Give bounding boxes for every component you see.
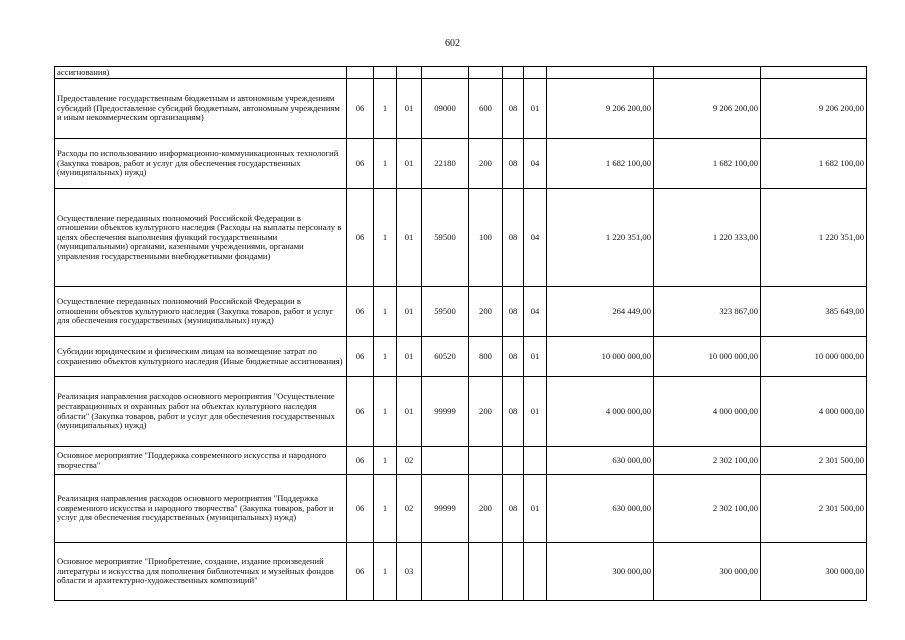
row-code: 09000 [422,79,469,139]
row-code [397,67,422,79]
row-amount: 1 220 351,00 [761,189,867,287]
row-code: 800 [469,337,503,377]
row-code: 1 [374,543,397,601]
row-code [524,543,547,601]
row-amount: 1 220 351,00 [547,189,654,287]
row-amount: 1 220 333,00 [654,189,761,287]
row-name: Основное мероприятие "Поддержка современного искусства и народного творчества" [55,447,347,475]
row-amount: 300 000,00 [654,543,761,601]
row-code: 04 [524,189,547,287]
row-code: 08 [503,475,524,543]
row-amount: 2 302 100,00 [654,447,761,475]
row-code: 06 [347,337,374,377]
row-amount: 9 206 200,00 [761,79,867,139]
row-code: 06 [347,475,374,543]
row-code: 08 [503,337,524,377]
table-row [55,447,867,475]
row-code: 02 [397,475,422,543]
row-amount: 2 301 500,00 [761,475,867,543]
row-amount: 1 682 100,00 [654,139,761,189]
table-row [55,337,867,377]
row-amount [654,67,761,79]
row-name: Реализация направления расходов основного мероприятия "Осуществление реставрационных и охранных работ на объектах культурного наследия области" (Закупка товаров, работ и услуг для обеспечения государственных (муниципальных) нужд) [55,377,347,447]
row-code: 08 [503,139,524,189]
row-amount: 2 301 500,00 [761,447,867,475]
row-code: 08 [503,189,524,287]
row-name: Предоставление государственным бюджетным и автономным учреждениям субсидий (Предоставление субсидий бюджетным, автономным учреждениям и иным некоммерческим организациям) [55,79,347,139]
row-code: 06 [347,447,374,475]
row-amount: 4 000 000,00 [654,377,761,447]
row-code: 01 [397,79,422,139]
row-amount: 385 649,00 [761,287,867,337]
row-code: 60520 [422,337,469,377]
budget-table [54,66,867,601]
row-code: 01 [397,377,422,447]
row-amount [761,67,867,79]
row-name: Осуществление переданных полномочий Российской Федерации в отношении объектов культурного наследия (Расходы на выплаты персоналу в целях обеспечения выполнения функций государственными (муниципальными) органами, казенными учреждениями, органами управления государственными внебюджетными фондами) [55,189,347,287]
row-code: 1 [374,377,397,447]
row-code: 1 [374,475,397,543]
row-code: 06 [347,287,374,337]
row-amount: 2 302 100,00 [654,475,761,543]
row-code: 1 [374,287,397,337]
row-code: 06 [347,189,374,287]
row-code [422,447,469,475]
page-number: 602 [445,38,460,49]
row-code: 04 [524,139,547,189]
row-amount: 10 000 000,00 [547,337,654,377]
row-name: Основное мероприятие "Приобретение, создание, издание произведений литературы и искусства для пополнения библиотечных и музейных фондов области и архитектурно-художественных композиций" [55,543,347,601]
table-row [55,67,867,79]
row-code: 200 [469,377,503,447]
row-code: 200 [469,475,503,543]
row-code [469,67,503,79]
row-code [422,67,469,79]
row-code: 01 [397,139,422,189]
row-code: 08 [503,377,524,447]
row-code [469,447,503,475]
row-code: 03 [397,543,422,601]
row-code: 04 [524,287,547,337]
row-amount: 323 867,00 [654,287,761,337]
table-row [55,475,867,543]
row-code: 06 [347,543,374,601]
row-code: 1 [374,139,397,189]
row-amount: 300 000,00 [547,543,654,601]
row-amount: 300 000,00 [761,543,867,601]
row-code [503,543,524,601]
row-code [524,447,547,475]
row-code: 01 [524,377,547,447]
row-amount: 10 000 000,00 [654,337,761,377]
row-code: 99999 [422,475,469,543]
row-code [422,543,469,601]
row-code [374,67,397,79]
row-code: 06 [347,139,374,189]
row-code: 600 [469,79,503,139]
row-code: 200 [469,139,503,189]
row-amount: 1 682 100,00 [547,139,654,189]
table-row [55,189,867,287]
row-code: 06 [347,79,374,139]
row-amount: 1 682 100,00 [761,139,867,189]
row-code [469,543,503,601]
row-name: Осуществление переданных полномочий Российской Федерации в отношении объектов культурного наследия (Закупка товаров, работ и услуг для обеспечения государственных (муниципальных) нужд) [55,287,347,337]
table-row [55,79,867,139]
row-name: ассигнования) [55,67,347,79]
row-code: 100 [469,189,503,287]
row-amount: 9 206 200,00 [547,79,654,139]
table-row [55,543,867,601]
row-code: 01 [524,475,547,543]
row-code: 1 [374,79,397,139]
row-code: 200 [469,287,503,337]
table-row [55,287,867,337]
row-name: Расходы по использованию информационно-коммуникационных технологий (Закупка товаров, работ и услуг для обеспечения государственных (муниципальных) нужд) [55,139,347,189]
row-code: 01 [524,337,547,377]
row-code: 01 [397,189,422,287]
row-amount: 4 000 000,00 [761,377,867,447]
row-code [524,67,547,79]
row-code: 99999 [422,377,469,447]
row-code [347,67,374,79]
row-name: Реализация направления расходов основного мероприятия "Поддержка современного искусства и народного творчества" (Закупка товаров, работ и услуг для обеспечения государственных (муниципальных) нужд) [55,475,347,543]
row-code: 1 [374,337,397,377]
row-code: 01 [397,337,422,377]
row-code: 08 [503,79,524,139]
row-code [503,447,524,475]
row-amount: 630 000,00 [547,475,654,543]
row-amount: 630 000,00 [547,447,654,475]
table-row [55,377,867,447]
row-amount: 10 000 000,00 [761,337,867,377]
table-row [55,139,867,189]
row-amount: 4 000 000,00 [547,377,654,447]
row-amount [547,67,654,79]
row-amount: 9 206 200,00 [654,79,761,139]
row-amount: 264 449,00 [547,287,654,337]
row-code: 59500 [422,287,469,337]
row-code: 02 [397,447,422,475]
row-code: 06 [347,377,374,447]
row-code: 22180 [422,139,469,189]
row-name: Субсидии юридическим и физическим лицам на возмещение затрат по сохранению объектов культурного наследия (Иные бюджетные ассигнования) [55,337,347,377]
row-code: 1 [374,189,397,287]
row-code [503,67,524,79]
row-code: 08 [503,287,524,337]
row-code: 1 [374,447,397,475]
row-code: 01 [524,79,547,139]
row-code: 59500 [422,189,469,287]
row-code: 01 [397,287,422,337]
